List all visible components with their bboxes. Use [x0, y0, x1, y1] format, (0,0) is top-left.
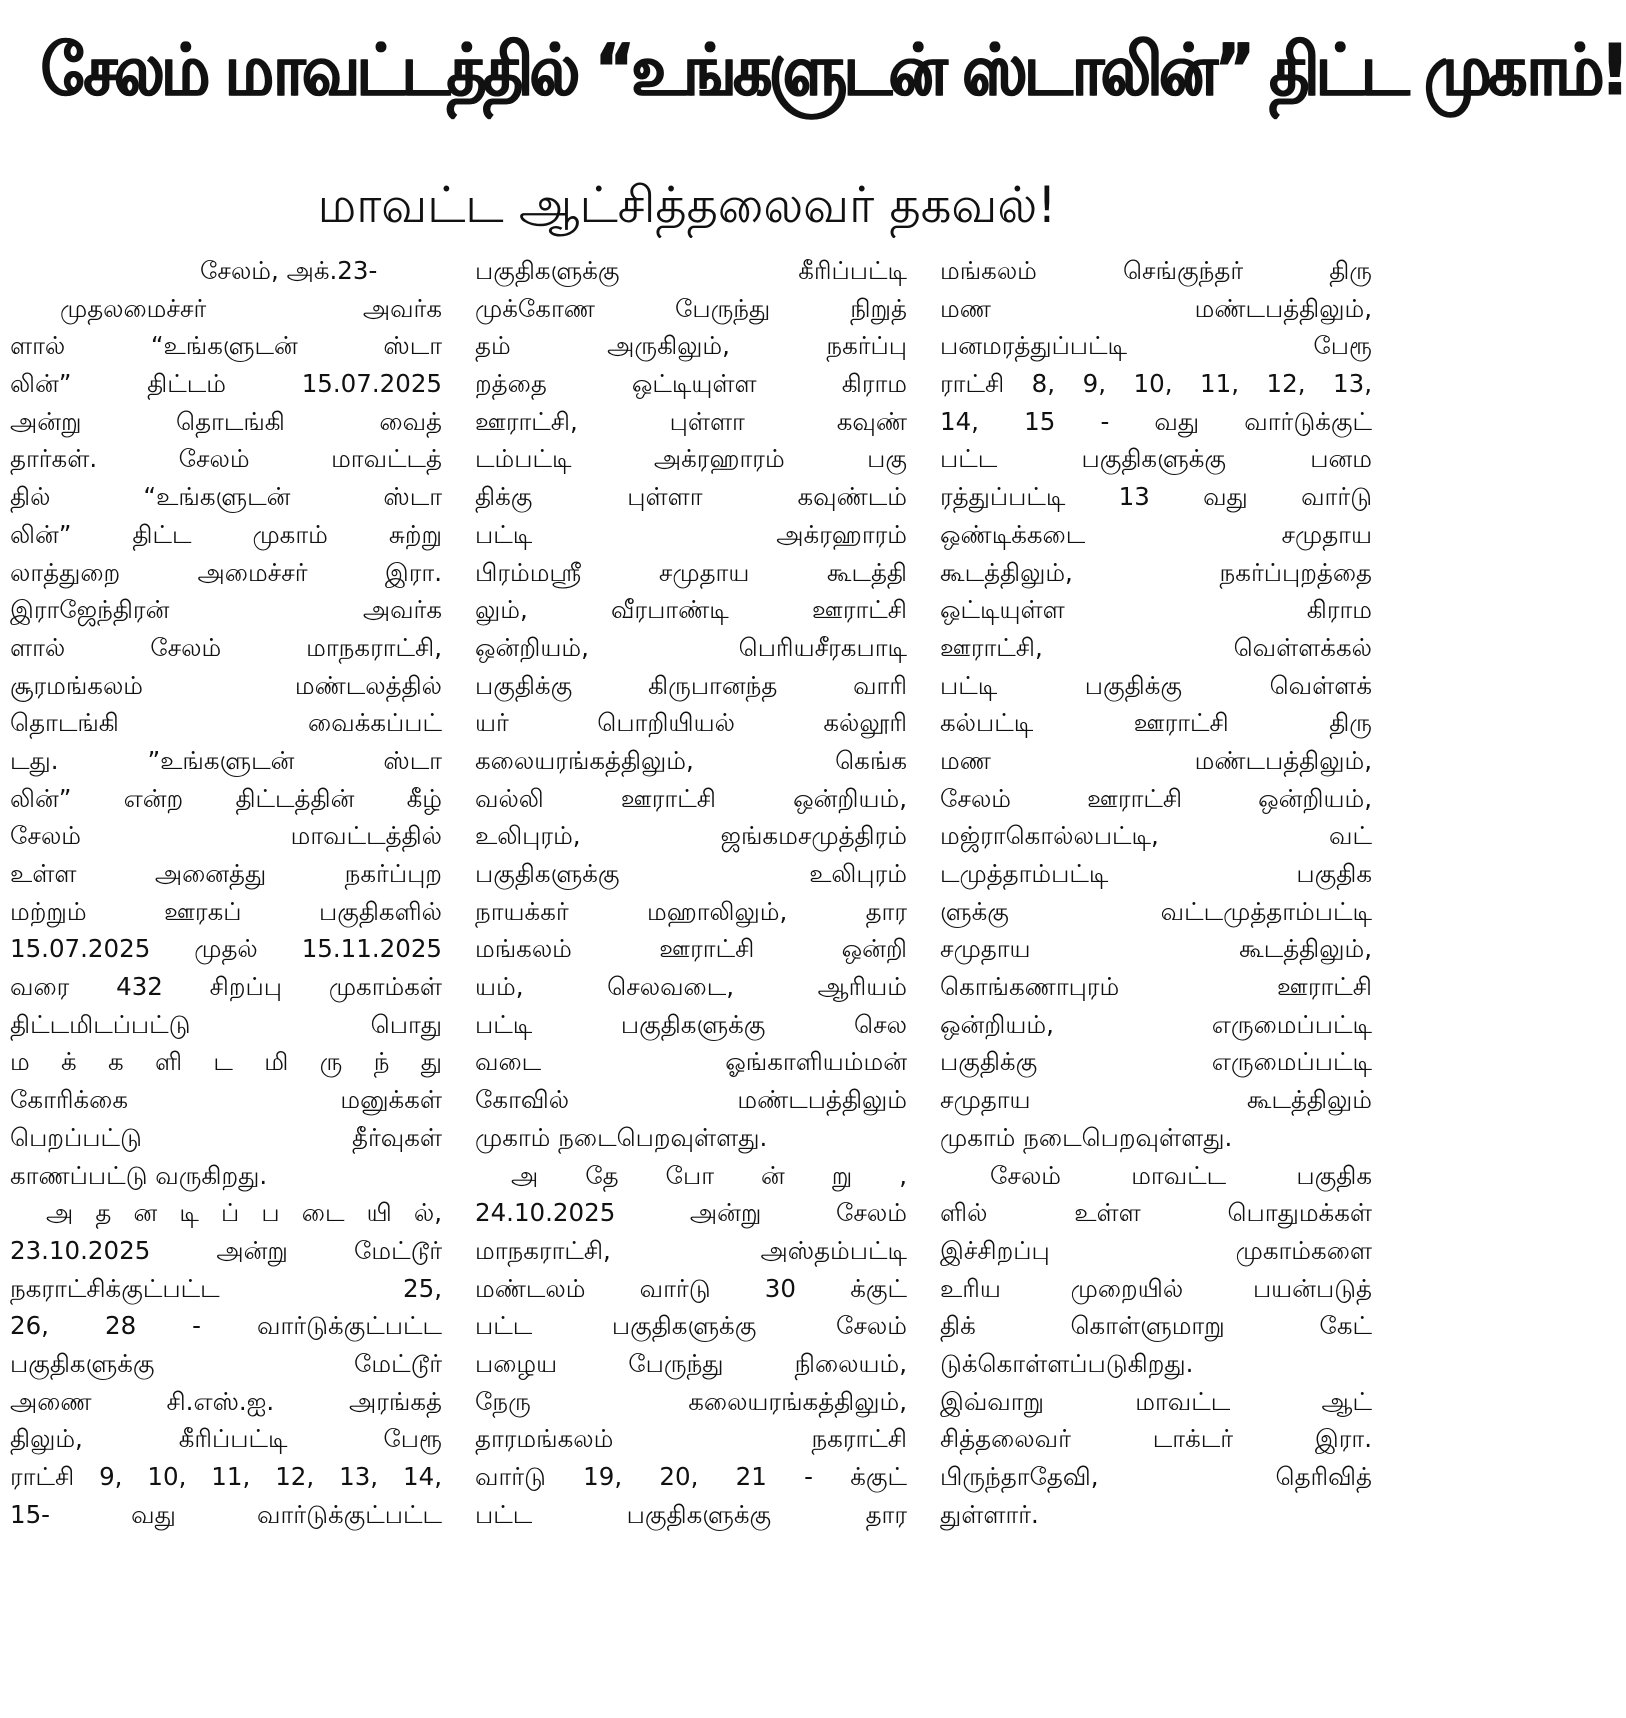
text-line: பகுதிக்கு கிருபானந்த வாரி	[475, 670, 907, 700]
text-line: றத்தை ஒட்டியுள்ள கிராம	[475, 369, 907, 399]
article-column-3	[940, 252, 1372, 1533]
text-line: ஒண்டிக்கடை சமுதாய	[940, 519, 1372, 549]
text-line: ஒன்றியம், பெரியசீரகபாடி	[475, 632, 907, 662]
text-line: நாயக்கர் மஹாலிலும், தார	[475, 896, 907, 926]
text-line: வல்லி ஊராட்சி ஒன்றியம்,	[475, 783, 907, 813]
text-line: அன்று தொடங்கி வைத்	[10, 406, 442, 436]
article-column-1	[10, 252, 442, 1533]
text-line: சமுதாய கூடத்திலும்	[940, 1085, 1372, 1115]
text-line: வடை ஓங்காளியம்மன்	[475, 1047, 907, 1077]
text-line: மண மண்டபத்திலும்,	[940, 745, 1372, 775]
text-line: முகாம் நடைபெறவுள்ளது.	[940, 1122, 1233, 1152]
text-line: யம், செலவடை, ஆரியம்	[475, 972, 907, 1002]
text-line: இச்சிறப்பு முகாம்களை	[940, 1235, 1372, 1265]
text-line: லும், வீரபாண்டி ஊராட்சி	[475, 595, 907, 625]
text-line: மஜ்ராகொல்லபட்டி, வட்	[940, 821, 1372, 851]
text-line: ரத்துப்பட்டி 13 வது வார்டு	[940, 482, 1372, 512]
text-line: பட்ட பகுதிகளுக்கு பனம	[940, 444, 1372, 474]
text-line: சேலம் மாவட்ட பகுதிக	[990, 1160, 1372, 1190]
text-line: முக்கோண பேருந்து நிறுத்	[475, 293, 907, 323]
text-line: மண்டலம் வார்டு 30 க்குட்	[475, 1273, 907, 1303]
text-line: சமுதாய கூடத்திலும்,	[940, 934, 1372, 964]
text-line: சூரமங்கலம் மண்டலத்தில்	[10, 670, 442, 700]
text-line: கலையரங்கத்திலும், கெங்க	[475, 745, 907, 775]
text-line: சேலம் ஊராட்சி ஒன்றியம்,	[940, 783, 1372, 813]
text-line: ளுக்கு வட்டமுத்தாம்பட்டி	[940, 896, 1372, 926]
text-line: 26, 28 - வார்டுக்குட்பட்ட	[10, 1311, 442, 1341]
text-line: நகராட்சிக்குட்பட்ட 25,	[10, 1273, 442, 1303]
text-line: ம க் க ளி ட மி ரு ந் து	[10, 1047, 442, 1077]
text-line: துள்ளார்.	[940, 1499, 1039, 1529]
text-line: உள்ள அனைத்து நகர்ப்புற	[10, 859, 442, 888]
text-line: டம்பட்டி அக்ரஹாரம் பகு	[475, 444, 907, 474]
text-line: பிருந்தாதேவி, தெரிவித்	[940, 1462, 1372, 1491]
text-line: பட்டி அக்ரஹாரம்	[475, 519, 907, 549]
text-line: சித்தலைவர் டாக்டர் இரா.	[940, 1424, 1372, 1454]
text-line: அணை சி.எஸ்.ஐ. அரங்கத்	[10, 1386, 442, 1416]
text-line: வரை 432 சிறப்பு முகாம்கள்	[10, 972, 442, 1002]
text-line: பகுதிகளுக்கு மேட்டூர்	[10, 1348, 442, 1378]
text-line: ளால் சேலம் மாநகராட்சி,	[10, 632, 442, 662]
text-line: பிரம்மஸ்ரீ சமுதாய கூடத்தி	[475, 557, 907, 587]
text-line: ராட்சி 8, 9, 10, 11, 12, 13,	[940, 369, 1372, 399]
text-line: கல்பட்டி ஊராட்சி திரு	[940, 708, 1372, 738]
text-line: டது. ”உங்களுடன் ஸ்டா	[10, 745, 442, 775]
text-line: அ தே போ ன் று ,	[511, 1160, 907, 1190]
text-line: பழைய பேருந்து நிலையம்,	[475, 1348, 907, 1378]
text-line: பட்டி பகுதிக்கு வெள்ளக்	[940, 670, 1372, 700]
text-line: பெறப்பட்டு தீர்வுகள்	[10, 1122, 442, 1152]
text-line: கொங்கணாபுரம் ஊராட்சி	[940, 972, 1372, 1002]
text-line: தார்கள். சேலம் மாவட்டத்	[10, 444, 442, 474]
article-column-2	[475, 252, 907, 1533]
text-line: தாரமங்கலம் நகராட்சி	[475, 1424, 907, 1454]
text-line: 23.10.2025 அன்று மேட்டூர்	[10, 1235, 442, 1265]
text-line: லாத்துறை அமைச்சர் இரா.	[10, 557, 442, 587]
text-line: பகுதிக்கு எருமைப்பட்டி	[940, 1047, 1372, 1077]
text-line: பகுதிகளுக்கு உலிபுரம்	[475, 859, 907, 888]
text-line: உரிய முறையில் பயன்படுத்	[940, 1273, 1372, 1303]
text-line: மாநகராட்சி, அஸ்தம்பட்டி	[475, 1235, 907, 1265]
text-line: யர் பொறியியல் கல்லூரி	[475, 708, 907, 738]
text-line: பட்டி பகுதிகளுக்கு செல	[475, 1009, 907, 1039]
text-line: திலும், கீரிப்பட்டி பேரூ	[10, 1424, 442, 1454]
text-line: இராஜேந்திரன் அவர்க	[10, 595, 442, 625]
text-line: ளால் “உங்களுடன் ஸ்டா	[10, 331, 442, 361]
text-line: இவ்வாறு மாவட்ட ஆட்	[940, 1386, 1372, 1416]
text-line: 15- வது வார்டுக்குட்பட்ட	[10, 1499, 442, 1529]
text-line: நேரு கலையரங்கத்திலும்,	[475, 1386, 907, 1416]
text-line: தொடங்கி வைக்கப்பட்	[10, 708, 442, 738]
text-line: லின்” திட்டம் 15.07.2025	[10, 369, 442, 399]
text-line: மங்கலம் ஊராட்சி ஒன்றி	[475, 934, 907, 964]
text-line: காணப்பட்டு வருகிறது.	[10, 1160, 268, 1190]
text-line: லின்” திட்ட முகாம் சுற்று	[10, 519, 442, 549]
text-line: மங்கலம் செங்குந்தர் திரு	[940, 256, 1372, 285]
text-line: முகாம் நடைபெறவுள்ளது.	[475, 1122, 768, 1152]
text-line: 14, 15 - வது வார்டுக்குட்	[940, 406, 1372, 436]
text-line: மண மண்டபத்திலும்,	[940, 293, 1372, 323]
text-line: ராட்சி 9, 10, 11, 12, 13, 14,	[10, 1462, 442, 1491]
text-line: ஒட்டியுள்ள கிராம	[940, 595, 1372, 625]
text-line: திட்டமிடப்பட்டு பொது	[10, 1009, 442, 1039]
text-line: கோவில் மண்டபத்திலும்	[475, 1085, 907, 1115]
text-line: ஒன்றியம், எருமைப்பட்டி	[940, 1009, 1372, 1039]
text-line: ளில் உள்ள பொதுமக்கள்	[940, 1198, 1372, 1228]
text-line: அ த ன டி ப் ப டை யி ல்,	[46, 1198, 442, 1228]
text-line: பட்ட பகுதிகளுக்கு தார	[475, 1499, 907, 1529]
text-line: டமுத்தாம்பட்டி பகுதிக	[940, 859, 1372, 888]
text-line: 15.07.2025 முதல் 15.11.2025	[10, 934, 442, 964]
dateline: சேலம், அக்.23-	[200, 256, 378, 285]
text-line: கோரிக்கை மனுக்கள்	[10, 1085, 442, 1115]
text-line: மற்றும் ஊரகப் பகுதிகளில்	[10, 896, 442, 926]
text-line: திக் கொள்ளுமாறு கேட்	[940, 1311, 1372, 1341]
text-line: உலிபுரம், ஜங்கமசமுத்திரம்	[475, 821, 907, 851]
text-line: 24.10.2025 அன்று சேலம்	[475, 1198, 907, 1228]
text-line: ஊராட்சி, புள்ளா கவுண்	[475, 406, 907, 436]
text-line: பட்ட பகுதிகளுக்கு சேலம்	[475, 1311, 907, 1341]
text-line: தில் “உங்களுடன் ஸ்டா	[10, 482, 442, 512]
text-line: திக்கு புள்ளா கவுண்டம்	[475, 482, 907, 512]
text-line: பனமரத்துப்பட்டி பேரூ	[940, 331, 1372, 361]
text-line: முதலமைச்சர் அவர்க	[60, 293, 442, 323]
text-line: பகுதிகளுக்கு கீரிப்பட்டி	[475, 256, 907, 285]
headline: சேலம் மாவட்டத்தில் “உங்களுடன் ஸ்டாலின்” திட்ட முகாம்!	[41, 29, 1626, 113]
text-line: சேலம் மாவட்டத்தில்	[10, 821, 442, 851]
text-line: லின்” என்ற திட்டத்தின் கீழ்	[10, 783, 442, 813]
text-line: ஊராட்சி, வெள்ளக்கல்	[940, 632, 1372, 662]
text-line: டுக்கொள்ளப்படுகிறது.	[940, 1348, 1194, 1378]
text-line: தம் அருகிலும், நகர்ப்பு	[475, 331, 907, 361]
subheadline: மாவட்ட ஆட்சித்தலைவர் தகவல்!	[317, 176, 1057, 234]
text-line: கூடத்திலும், நகர்ப்புறத்தை	[940, 557, 1372, 587]
text-line: வார்டு 19, 20, 21 - க்குட்	[475, 1462, 907, 1491]
